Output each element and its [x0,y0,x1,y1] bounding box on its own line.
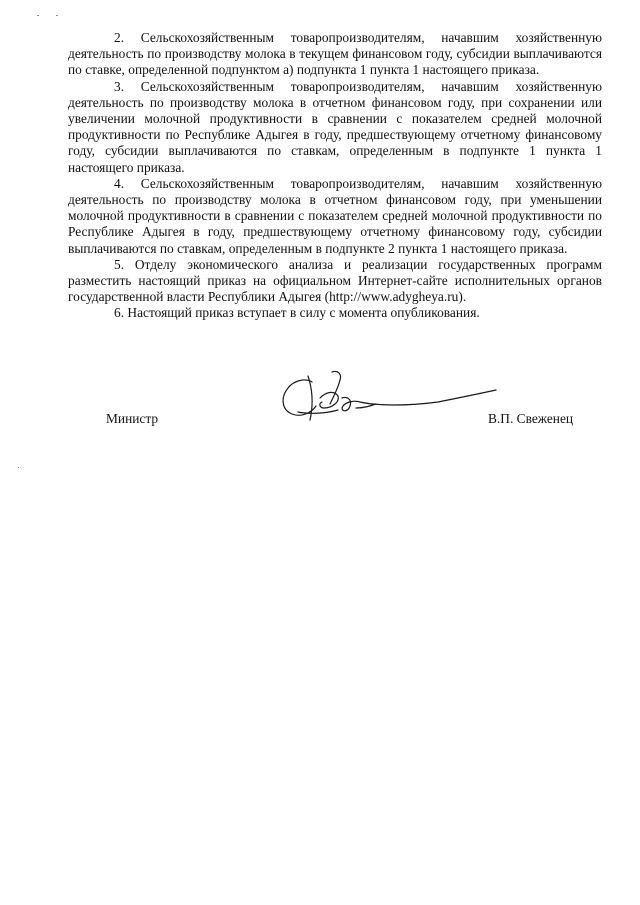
signer-name: В.П. Свеженец [488,411,574,426]
paragraph-number: 4. [114,175,125,191]
paragraph-text: Сельскохозяйственным товаропроизводителям, начавшим хозяйственную деятельность по производству молока в отчетном финансовом году, при сохранении или увеличении молочной продуктивности в сравнении с показателем средней молочной продуктивности по Республике Адыгея в году, предшествующему отчетному финансовому году, субсидии выплачиваются по ставкам, определенным в подпункте 1 пункта 1 настоящего приказа. [68,78,602,175]
paragraph-4 [68,176,602,257]
paragraph-number: 2. [114,30,125,45]
paragraph-5 [68,257,602,306]
paragraph-number: 6. [114,305,125,321]
paragraph-text: Сельскохозяйственным товаропроизводителям, начавшим хозяйственную деятельность по производству молока в отчетном финансовом году, при уменьшении молочной продуктивности в сравнении с показателем средней молочной продуктивности по Республике Адыгея в году, предшествующему отчетному финансовому году, субсидии выплачиваются по ставкам, определенным в подпункте 2 пункта 1 настоящего приказа. [68,175,602,256]
paragraph-text: Настоящий приказ вступает в силу с момента опубликования. [127,305,480,321]
scan-speck [56,15,58,16]
paragraph-number: 5. [114,256,125,272]
paragraph-2 [68,30,602,79]
paragraph-text: Отделу экономического анализа и реализации государственных программ разместить настоящий приказ на официальном Интернет-сайте исполнительных органов государственной власти Республики Адыгея (http://www.adygheya.ru). [68,256,602,305]
paragraph-3 [68,79,602,176]
paragraph-6 [68,305,602,321]
paragraph-text: Сельскохозяйственным товаропроизводителям, начавшим хозяйственную деятельность по производству молока в текущем финансовом году, субсидии выплачиваются по ставке, определенной подпунктом а) подпункта 1 пункта 1 настоящего приказа. [68,30,602,78]
scan-speck [18,467,19,468]
handwritten-signature-icon [268,368,504,440]
document-body [68,30,602,322]
scan-speck [37,15,39,16]
position-title: Министр [106,411,159,426]
paragraph-number: 3. [114,78,125,94]
